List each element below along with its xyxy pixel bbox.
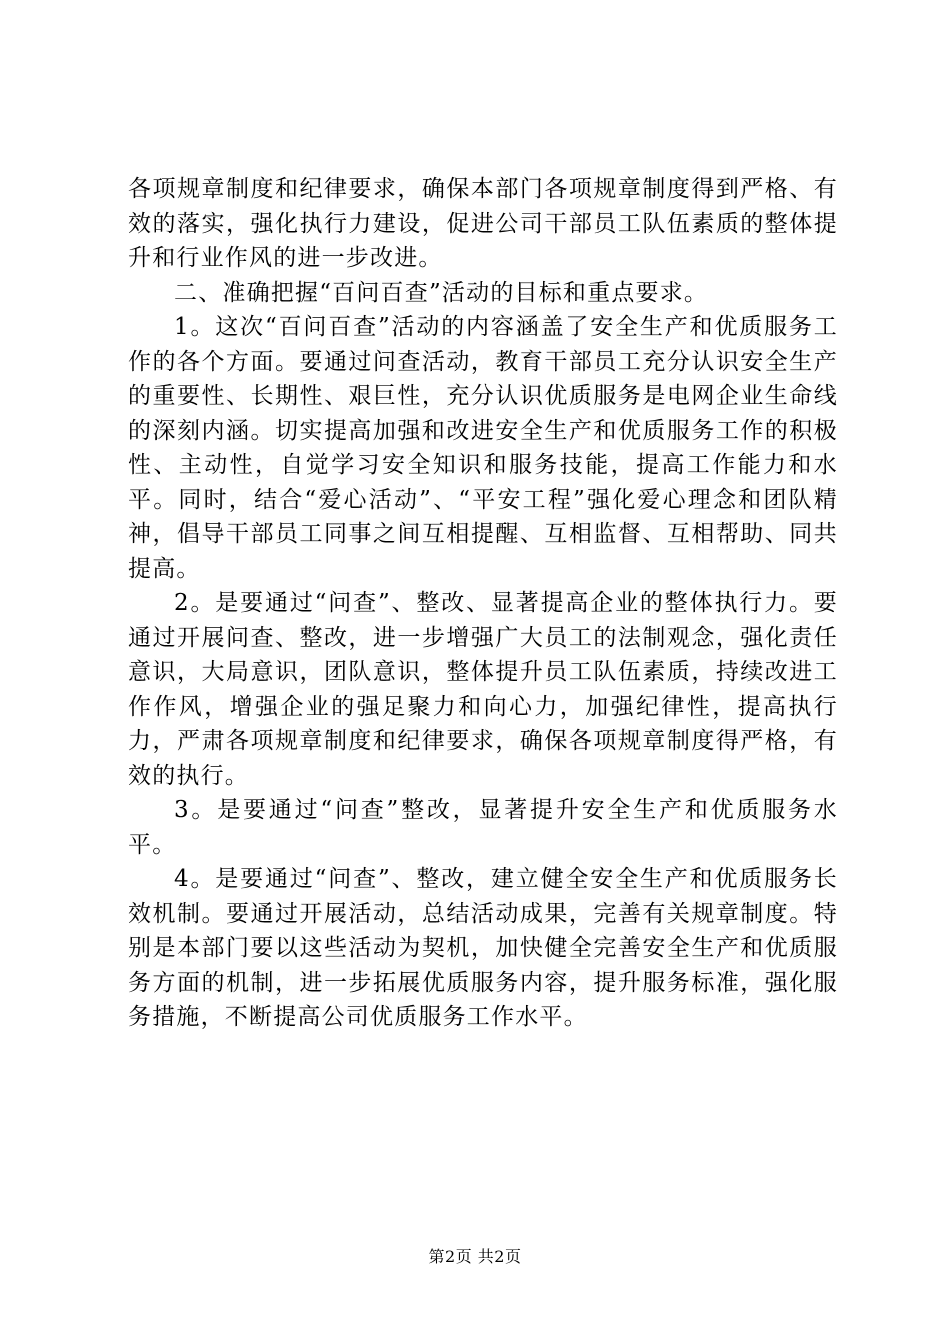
paragraph-item-2: 2。是要通过“问查”、整改、显著提高企业的整体执行力。要通过开展问查、整改，进一步增强广大员工的法制观念，强化责任意识，大局意识，团队意识，整体提升员工队伍素质，持续改进工作作风，增强企业的强足聚力和向心力，加强纪律性，提高执行力，严肃各项规章制度和纪律要求，确保各项规章制度得严格，有效的执行。: [128, 590, 838, 789]
section-heading: 二、准确把握“百问百查”活动的目标和重点要求。: [174, 279, 709, 306]
paragraph-item-3: 3。是要通过“问查”整改，显著提升安全生产和优质服务水平。: [128, 797, 838, 858]
document-body: [128, 172, 838, 1035]
paragraph-item-1: 1。这次“百问百查”活动的内容涵盖了安全生产和优质服务工作的各个方面。要通过问查活动，教育干部员工充分认识安全生产的重要性、长期性、艰巨性，充分认识优质服务是电网企业生命线的深刻内涵。切实提高加强和改进安全生产和优质服务工作的积极性、主动性，自觉学习安全知识和服务技能，提高工作能力和水平。同时，结合“爱心活动”、“平安工程”强化爱心理念和团队精神，倡导干部员工同事之间互相提醒、互相监督、互相帮助、同共提高。: [128, 314, 838, 582]
paragraph-item-4: 4。是要通过“问查”、整改，建立健全安全生产和优质服务长效机制。要通过开展活动，总结活动成果，完善有关规章制度。特别是本部门要以这些活动为契机，加快健全完善安全生产和优质服务方面的机制，进一步拓展优质服务内容，提升服务标准，强化服务措施，不断提高公司优质服务工作水平。: [128, 866, 838, 1030]
page-footer: 第2页 共2页: [428, 1247, 522, 1266]
paragraph-continuation: 各项规章制度和纪律要求，确保本部门各项规章制度得到严格、有效的落实，强化执行力建设，促进公司干部员工队伍素质的整体提升和行业作风的进一步改进。: [128, 176, 838, 271]
